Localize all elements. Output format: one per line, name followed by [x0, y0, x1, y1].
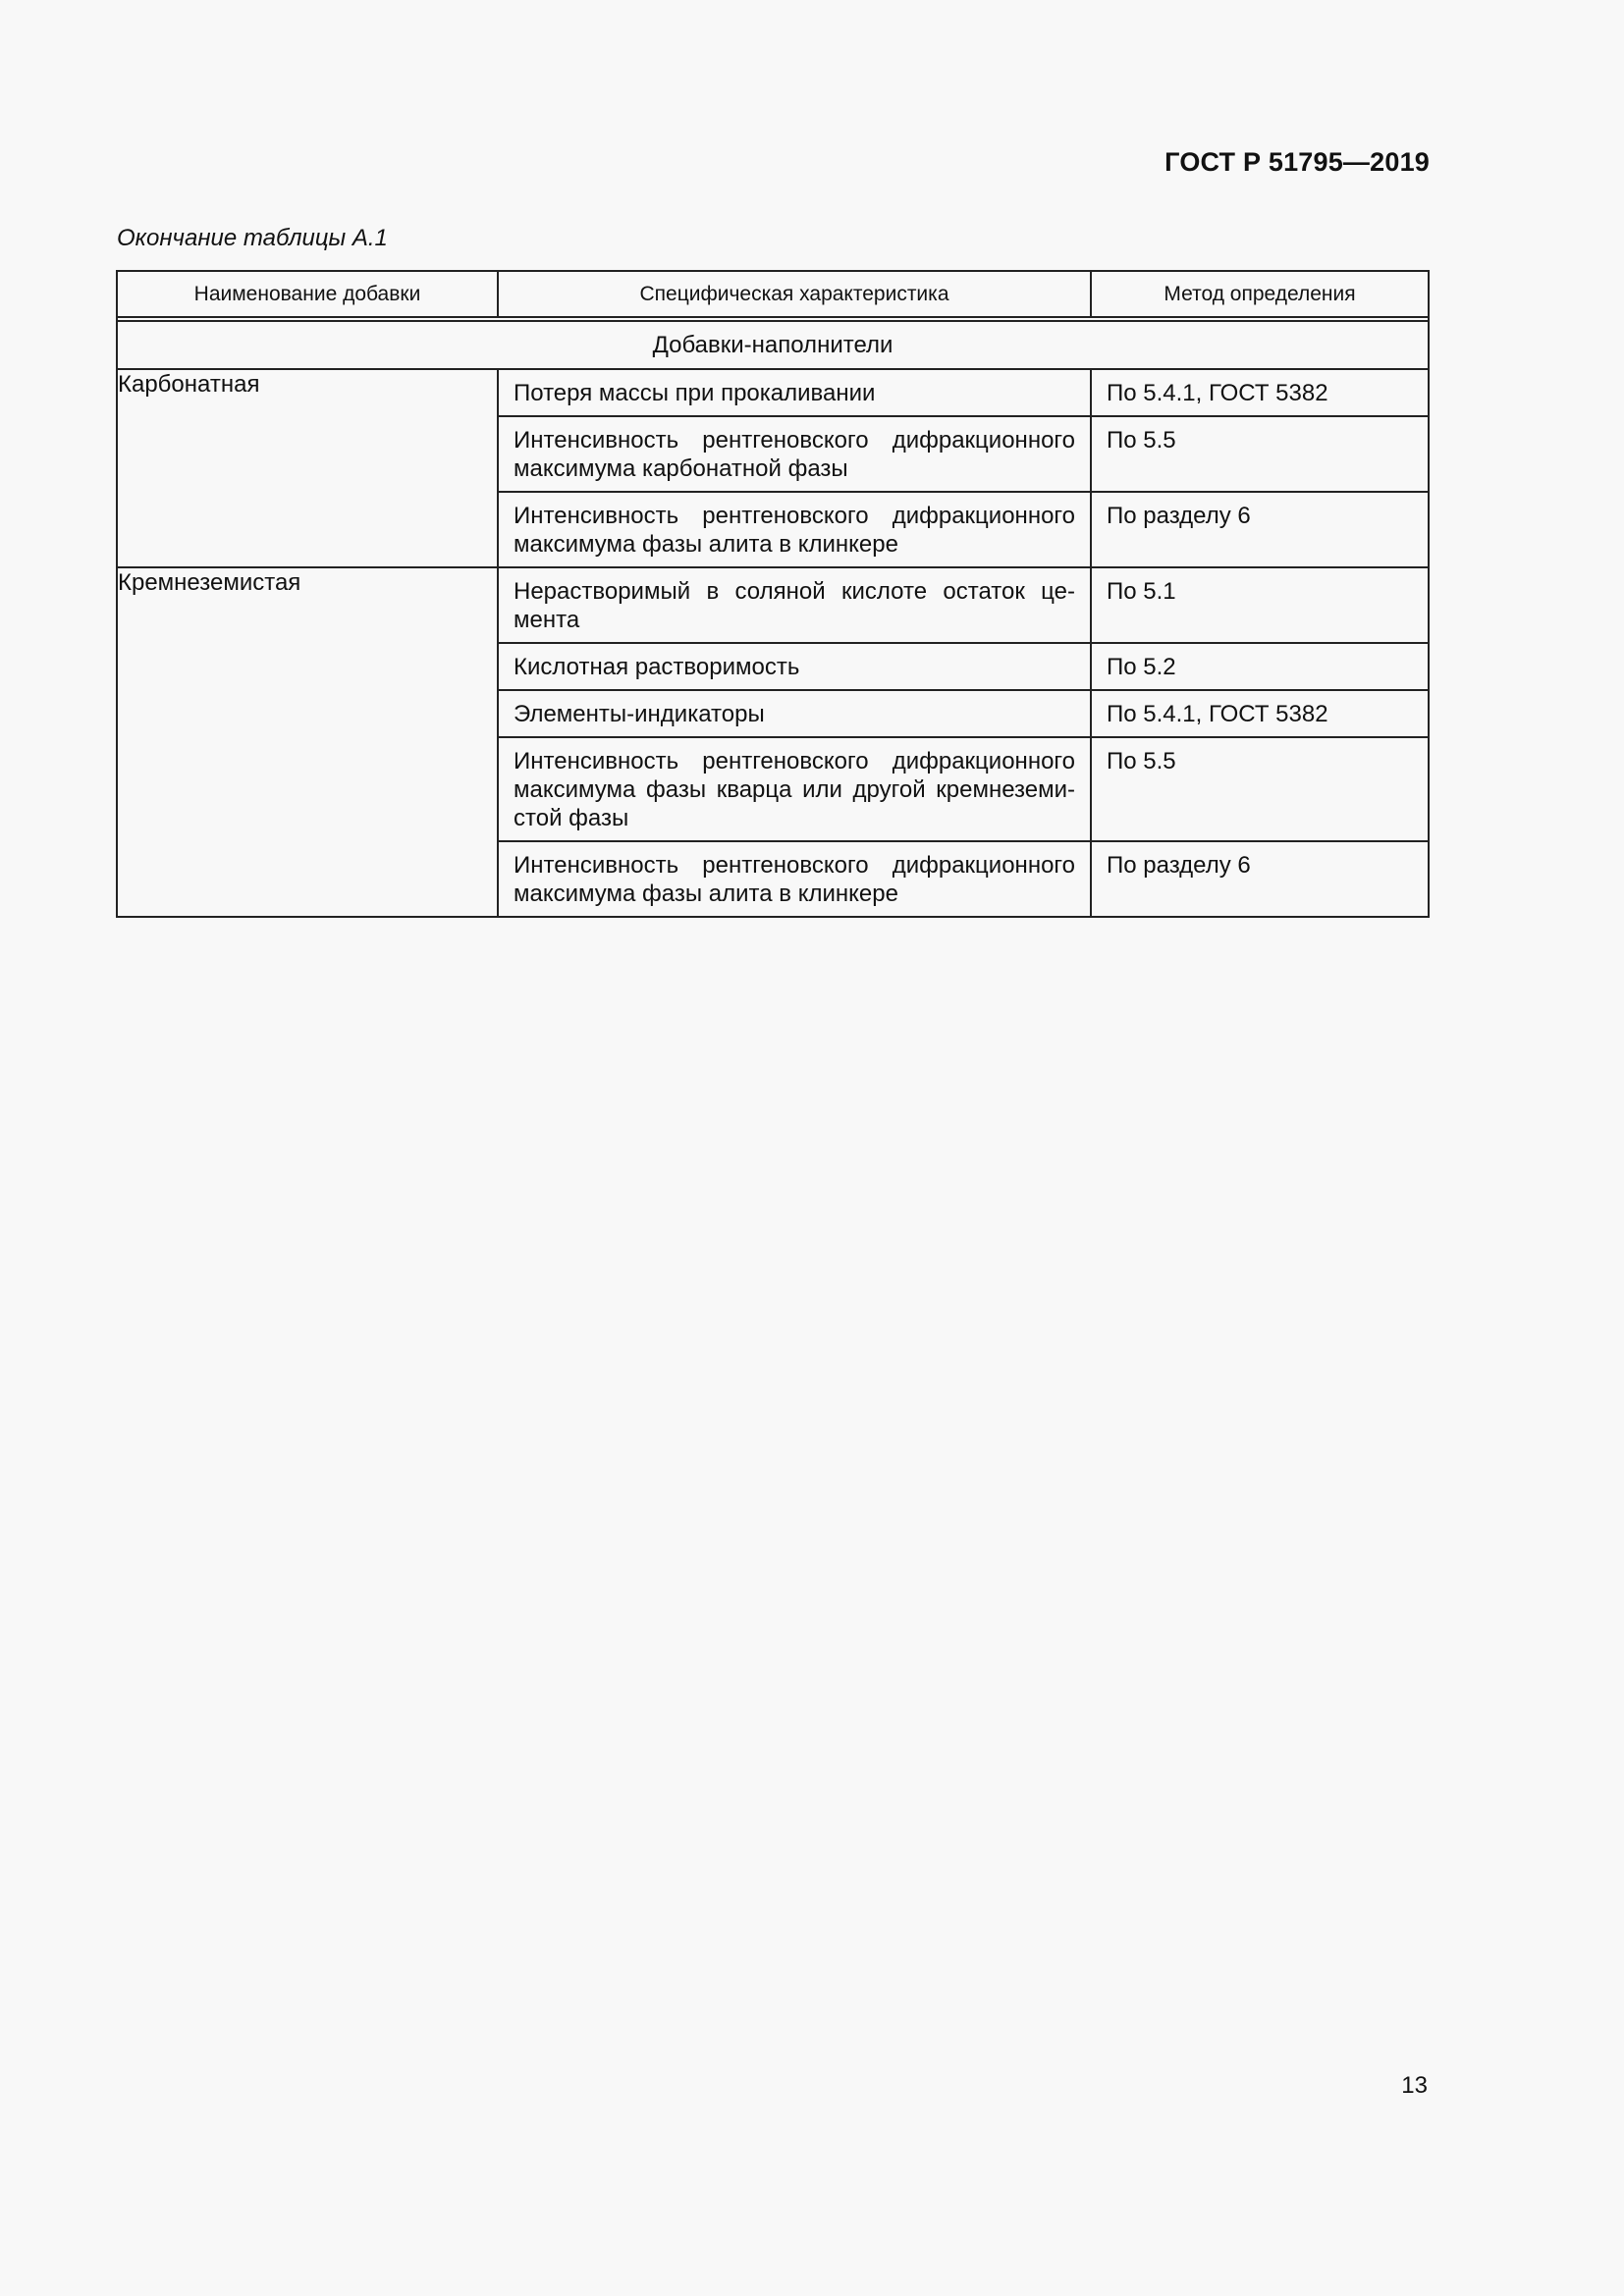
column-header-additive-name: Наименование добавки	[117, 271, 498, 317]
group-title-row	[117, 321, 1429, 369]
additives-table	[116, 270, 1430, 918]
table-header-row	[117, 271, 1429, 317]
table-caption: Окончание таблицы А.1	[117, 225, 388, 251]
characteristic-cell: Элементы-индикаторы	[498, 690, 1091, 737]
characteristic-cell: Интенсивность рентгеновского дифракционного максимума фазы алита в клинкере	[498, 841, 1091, 917]
characteristic-cell: Интенсивность рентгеновского дифракционного максимума фазы алита в клинкере	[498, 492, 1091, 567]
additive-name-siliceous: Кремнеземистая	[117, 567, 498, 917]
characteristic-cell: Интенсивность рентгеновского дифракционного максимума фазы кварца или другой кремнеземи-стой фазы	[498, 737, 1091, 841]
document-code: ГОСТ Р 51795—2019	[1164, 147, 1430, 177]
characteristic-cell: Нерастворимый в соляной кислоте остаток це-мента	[498, 567, 1091, 643]
method-cell: По 5.5	[1091, 416, 1429, 492]
additive-name-carbonate: Карбонатная	[117, 369, 498, 567]
table-row	[117, 567, 1429, 643]
column-header-method: Метод определения	[1091, 271, 1429, 317]
method-cell: По 5.5	[1091, 737, 1429, 841]
characteristic-cell: Кислотная растворимость	[498, 643, 1091, 690]
method-cell: По 5.1	[1091, 567, 1429, 643]
characteristic-cell: Интенсивность рентгеновского дифракционного максимума карбонатной фазы	[498, 416, 1091, 492]
method-cell: По разделу 6	[1091, 841, 1429, 917]
method-cell: По разделу 6	[1091, 492, 1429, 567]
table-row	[117, 369, 1429, 416]
method-cell: По 5.4.1, ГОСТ 5382	[1091, 690, 1429, 737]
method-cell: По 5.4.1, ГОСТ 5382	[1091, 369, 1429, 416]
page-number: 13	[1401, 2072, 1428, 2099]
characteristic-cell: Потеря массы при прокаливании	[498, 369, 1091, 416]
column-header-characteristic: Специфическая характеристика	[498, 271, 1091, 317]
group-title: Добавки-наполнители	[117, 321, 1429, 369]
method-cell: По 5.2	[1091, 643, 1429, 690]
